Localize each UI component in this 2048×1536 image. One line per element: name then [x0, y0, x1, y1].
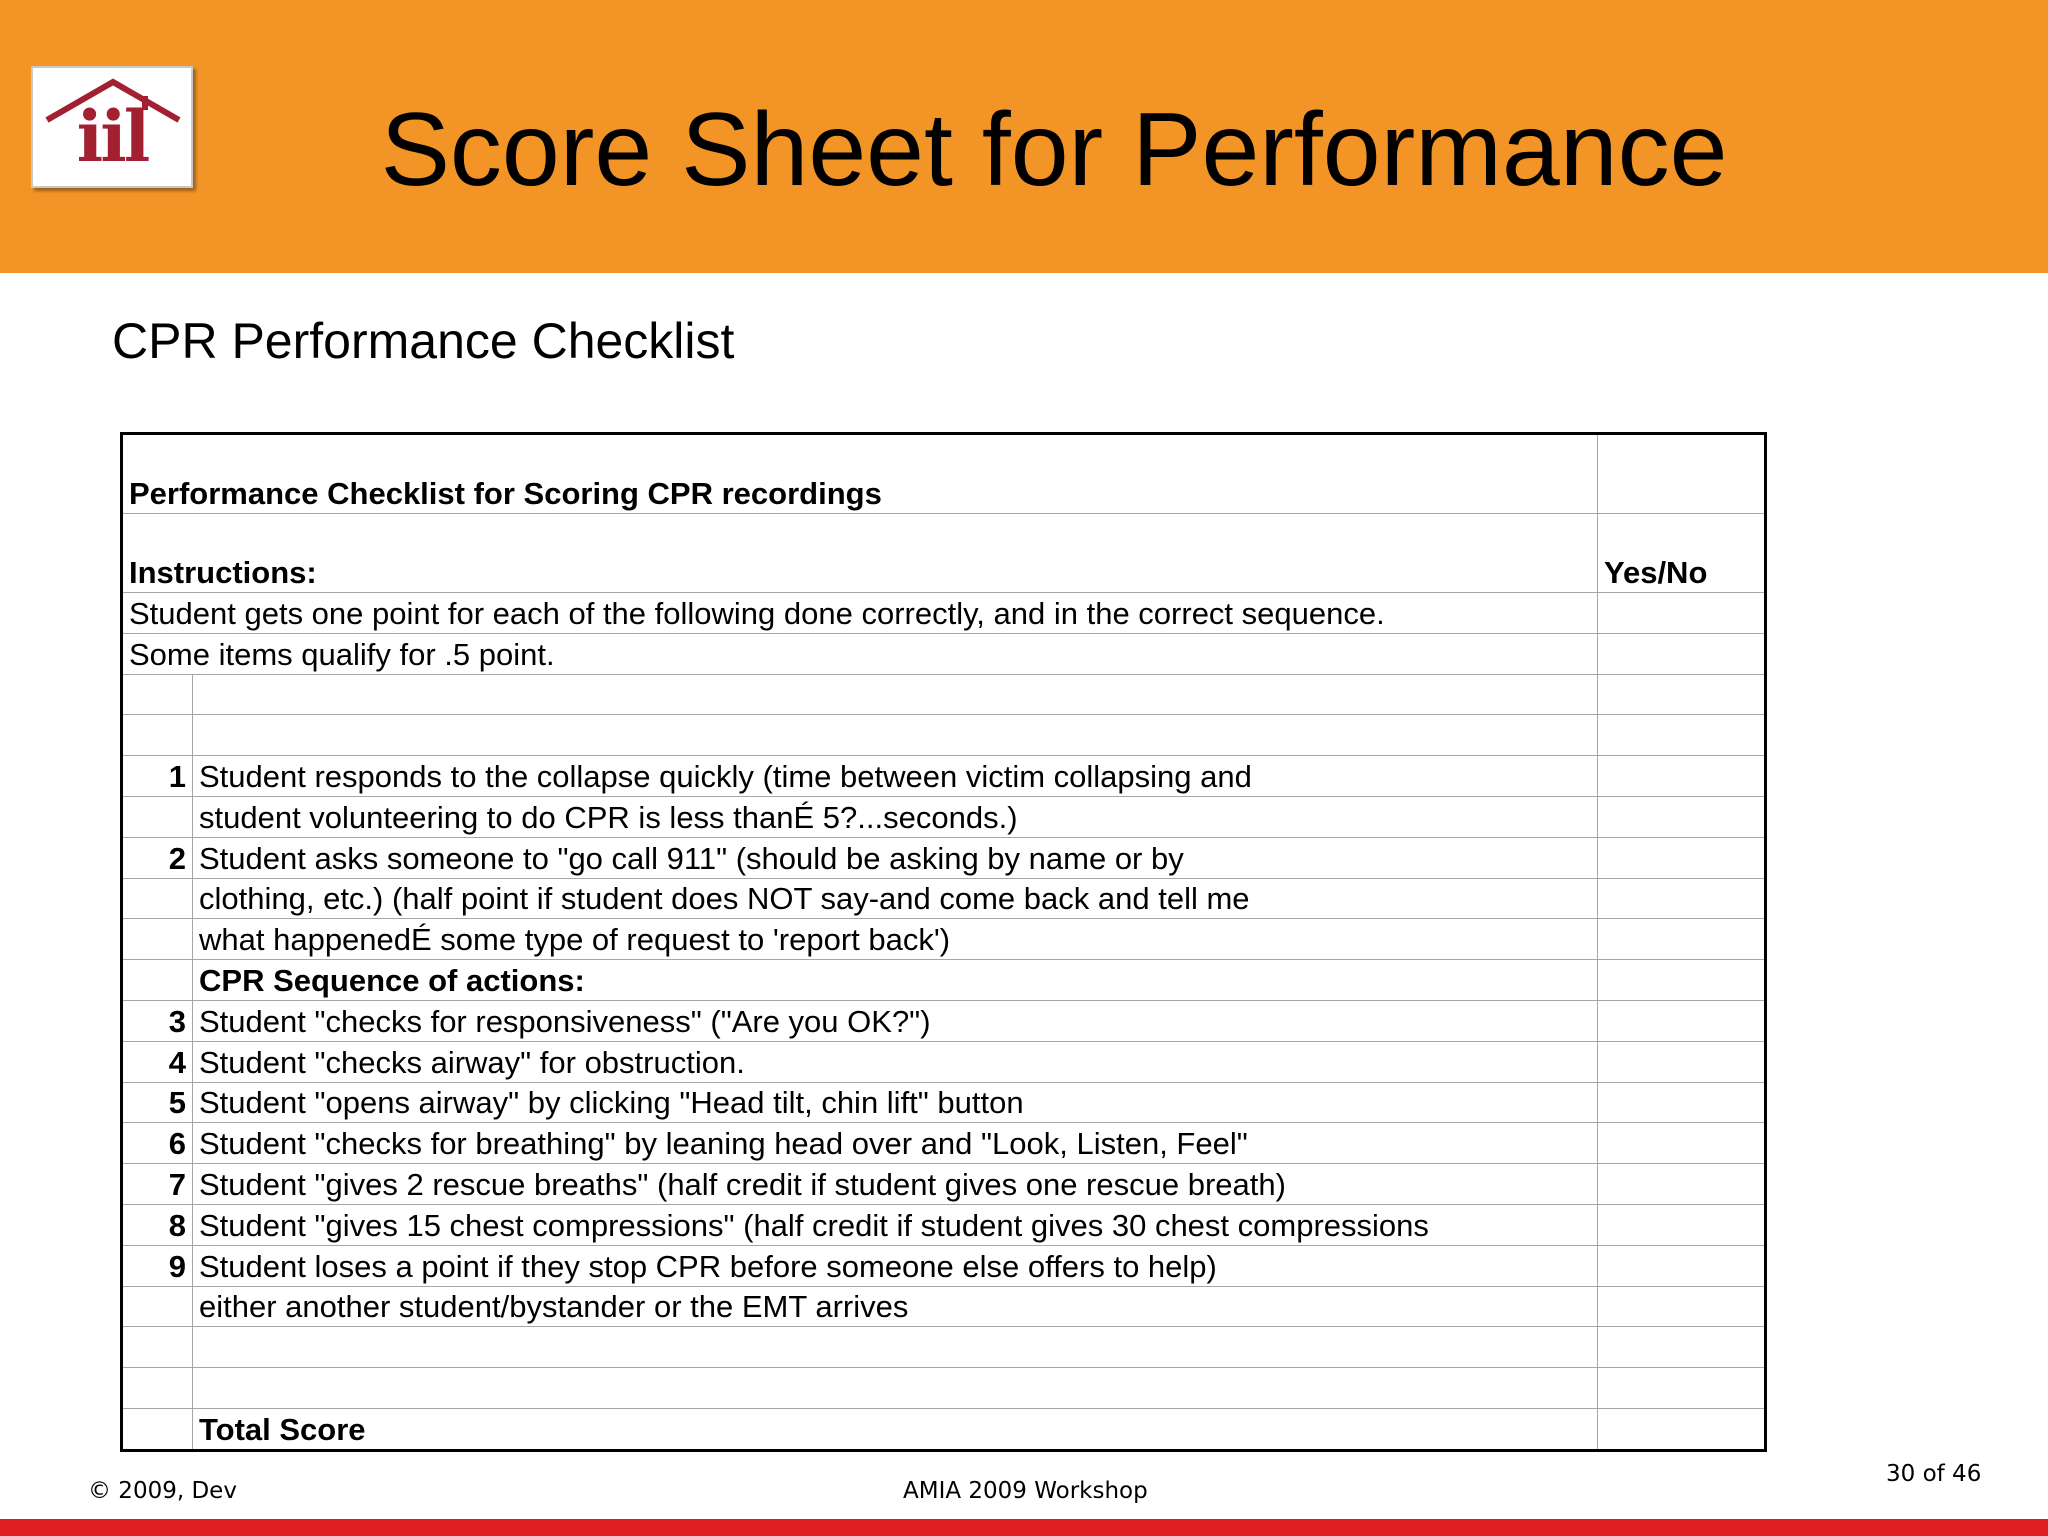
item-text: either another student/bystander or the EMT arrives [193, 1286, 1598, 1327]
item-number [122, 1408, 193, 1450]
yes-no-cell [1598, 633, 1766, 674]
item-text [193, 674, 1598, 715]
item-number [122, 1327, 193, 1368]
item-text: Student "checks airway" for obstruction. [193, 1041, 1598, 1082]
yes-no-cell [1598, 756, 1766, 797]
yes-no-cell [1598, 796, 1766, 837]
yes-no-cell [1598, 1327, 1766, 1368]
table-row [122, 878, 1766, 919]
yes-no-cell [1598, 593, 1766, 634]
item-number [122, 919, 193, 960]
item-number: 7 [122, 1164, 193, 1205]
yes-no-header: Yes/No [1598, 514, 1766, 593]
yes-no-cell [1598, 1123, 1766, 1164]
item-text: CPR Sequence of actions: [193, 960, 1598, 1001]
table-heading-row [122, 434, 1766, 514]
table-row [122, 1327, 1766, 1368]
yes-no-cell [1598, 715, 1766, 756]
item-number [122, 960, 193, 1001]
item-number: 3 [122, 1000, 193, 1041]
item-text [193, 1327, 1598, 1368]
item-text [193, 1368, 1598, 1409]
yes-no-cell [1598, 1408, 1766, 1450]
yes-no-cell [1598, 1245, 1766, 1286]
table-row [122, 960, 1766, 1001]
table-row [122, 1000, 1766, 1041]
table-row [122, 1041, 1766, 1082]
header-band [0, 0, 2048, 273]
item-text: Total Score [193, 1408, 1598, 1450]
item-text [193, 715, 1598, 756]
slide-title: Score Sheet for Performance [380, 92, 1728, 208]
yes-no-cell [1598, 1041, 1766, 1082]
table-row [122, 1123, 1766, 1164]
table-row [122, 674, 1766, 715]
yes-no-cell [1598, 674, 1766, 715]
footer-event: AMIA 2009 Workshop [903, 1478, 1148, 1504]
item-text: Student "checks for breathing" by leaning head over and "Look, Listen, Feel" [193, 1123, 1598, 1164]
table-row [122, 1286, 1766, 1327]
item-number [122, 796, 193, 837]
yes-no-cell [1598, 878, 1766, 919]
table-row [122, 1164, 1766, 1205]
item-text: Student "checks for responsiveness" ("Are you OK?") [193, 1000, 1598, 1041]
item-number [122, 674, 193, 715]
instruction-line-row [122, 593, 1766, 634]
item-number [122, 1368, 193, 1409]
item-text: Student "opens airway" by clicking "Head tilt, chin lift" button [193, 1082, 1598, 1123]
item-number: 6 [122, 1123, 193, 1164]
yes-no-cell [1598, 837, 1766, 878]
table-row [122, 1204, 1766, 1245]
item-number: 9 [122, 1245, 193, 1286]
table-row [122, 756, 1766, 797]
yes-no-cell [1598, 1082, 1766, 1123]
yes-no-cell [1598, 1164, 1766, 1205]
item-text: what happenedÉ some type of request to 'report back') [193, 919, 1598, 960]
table-row [122, 919, 1766, 960]
item-number: 4 [122, 1041, 193, 1082]
yes-no-cell [1598, 1204, 1766, 1245]
item-number: 2 [122, 837, 193, 878]
yes-no-cell [1598, 1368, 1766, 1409]
instruction-line: Student gets one point for each of the following done correctly, and in the correct sequence. [122, 593, 1598, 634]
yes-no-cell [1598, 1000, 1766, 1041]
item-text: Student asks someone to "go call 911" (should be asking by name or by [193, 837, 1598, 878]
section-subtitle: CPR Performance Checklist [112, 313, 735, 369]
footer-copyright: © 2009, Dev [88, 1478, 237, 1504]
yes-no-cell [1598, 1286, 1766, 1327]
item-number [122, 715, 193, 756]
item-text: Student loses a point if they stop CPR before someone else offers to help) [193, 1245, 1598, 1286]
instructions-label: Instructions: [122, 514, 1598, 593]
instruction-line-row [122, 633, 1766, 674]
item-number: 1 [122, 756, 193, 797]
item-number [122, 878, 193, 919]
table-row [122, 1082, 1766, 1123]
yes-no-cell [1598, 960, 1766, 1001]
item-text: Student "gives 15 chest compressions" (half credit if student gives 30 chest compressions [193, 1204, 1598, 1245]
footer-page-number: 30 of 46 [1886, 1461, 1982, 1487]
table-row [122, 837, 1766, 878]
item-number: 8 [122, 1204, 193, 1245]
logo-text: iil [76, 95, 148, 178]
table-row [122, 1245, 1766, 1286]
table-row [122, 715, 1766, 756]
checklist-table [120, 432, 1767, 1452]
instruction-line: Some items qualify for .5 point. [122, 633, 1598, 674]
item-text: student volunteering to do CPR is less thanÉ 5?...seconds.) [193, 796, 1598, 837]
instructions-row [122, 514, 1766, 593]
item-number [122, 1286, 193, 1327]
item-text: Student responds to the collapse quickly (time between victim collapsing and [193, 756, 1598, 797]
yes-no-cell [1598, 434, 1766, 514]
table-row [122, 796, 1766, 837]
yes-no-cell [1598, 919, 1766, 960]
table-heading: Performance Checklist for Scoring CPR recordings [122, 434, 1598, 514]
footer-bar [0, 1519, 2048, 1536]
item-text: clothing, etc.) (half point if student does NOT say-and come back and tell me [193, 878, 1598, 919]
table-row [122, 1408, 1766, 1450]
item-text: Student "gives 2 rescue breaths" (half credit if student gives one rescue breath) [193, 1164, 1598, 1205]
table-row [122, 1368, 1766, 1409]
item-number: 5 [122, 1082, 193, 1123]
